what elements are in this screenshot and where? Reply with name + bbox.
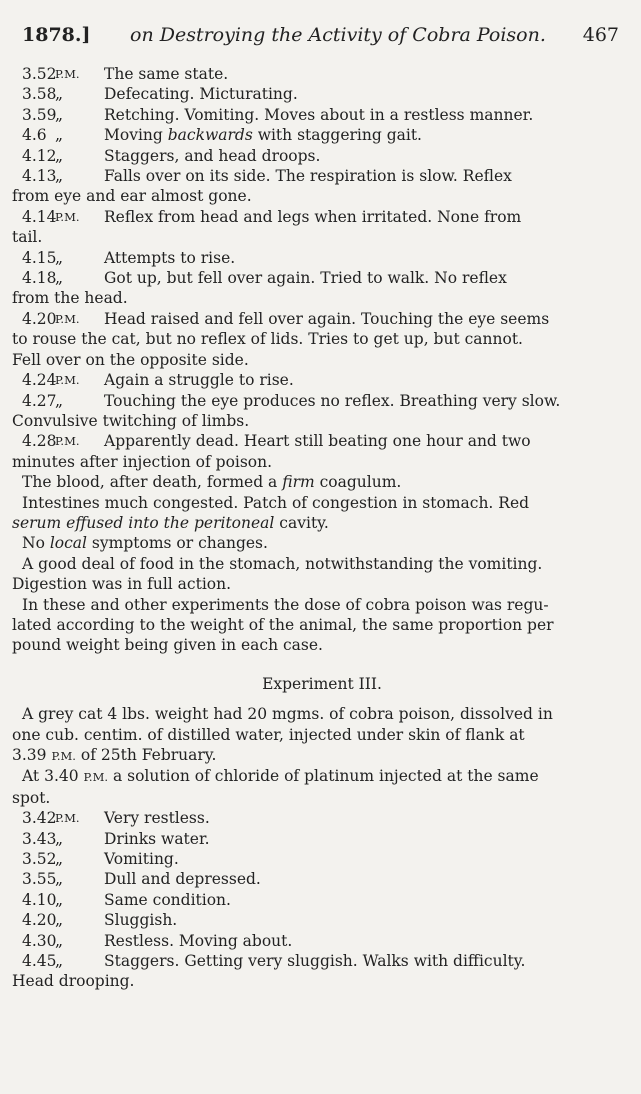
entry-time: 4.18 bbox=[22, 269, 57, 288]
log-entry bbox=[22, 146, 622, 166]
running-header bbox=[22, 24, 619, 54]
entry-continuation: to rouse the cat, but no reflex of lids. Tries to get up, but cannot. bbox=[12, 330, 523, 349]
header-title: on Destroying the Activity of Cobra Poison. bbox=[130, 24, 546, 46]
entry-unit: „ bbox=[55, 126, 64, 145]
log-entry bbox=[22, 207, 622, 227]
paragraph-platinum: At 3.40 P.M. a solution of chloride of platinum injected at the same bbox=[22, 767, 539, 786]
entry-continuation: Convulsive twitching of limbs. bbox=[12, 411, 250, 430]
entry-text: Falls over on its side. The respiration is slow. Reflex bbox=[104, 167, 512, 186]
entry-text: Moving backwards with staggering gait. bbox=[104, 126, 422, 145]
log-entry bbox=[22, 268, 622, 288]
paragraph-exp-intro: A grey cat 4 lbs. weight had 20 mgms. of cobra poison, dissolved in bbox=[22, 705, 553, 724]
log-entry bbox=[22, 309, 622, 329]
entry-time: 3.59 bbox=[22, 105, 57, 124]
log-entry bbox=[22, 951, 622, 971]
entry-text: Dull and depressed. bbox=[104, 870, 261, 889]
paragraph-food-cont: Digestion was in full action. bbox=[12, 575, 232, 594]
log-entry bbox=[22, 890, 622, 910]
entry-text: Staggers. Getting very sluggish. Walks with difficulty. bbox=[104, 952, 526, 971]
entry-text: Drinks water. bbox=[104, 829, 210, 848]
log-entry bbox=[22, 370, 622, 390]
entry-unit: „ bbox=[55, 870, 64, 889]
entry-unit: P.M. bbox=[55, 209, 80, 224]
entry-text: Retching. Vomiting. Moves about in a restless manner. bbox=[104, 105, 534, 124]
entry-time: 4.30 bbox=[22, 931, 57, 950]
paragraph-intestines: Intestines much congested. Patch of congestion in stomach. Red bbox=[22, 493, 530, 512]
paragraph-exp-intro-cont: one cub. centim. of distilled water, injected under skin of flank at bbox=[12, 725, 525, 744]
entry-time: 4.10 bbox=[22, 890, 57, 909]
section-heading: Experiment III. bbox=[262, 674, 382, 693]
entry-text: Sluggish. bbox=[104, 911, 178, 930]
log-entry bbox=[22, 431, 622, 451]
log-entry bbox=[22, 869, 622, 889]
entry-unit: „ bbox=[55, 850, 64, 869]
entry-text: Head raised and fell over again. Touching the eye seems bbox=[104, 309, 550, 328]
entry-unit: „ bbox=[55, 85, 64, 104]
entry-unit: „ bbox=[55, 248, 64, 267]
entry-time: 3.42 bbox=[22, 809, 57, 828]
paragraph-dose: In these and other experiments the dose of cobra poison was regu- bbox=[22, 595, 549, 614]
entry-continuation: Head drooping. bbox=[12, 972, 135, 991]
entry-time: 4.20 bbox=[22, 911, 57, 930]
entry-time: 4.27 bbox=[22, 391, 57, 410]
entry-text: Again a struggle to rise. bbox=[104, 371, 294, 390]
entry-unit: „ bbox=[55, 269, 64, 288]
entry-time: 4.14 bbox=[22, 207, 57, 226]
entry-time: 4.24 bbox=[22, 371, 57, 390]
entry-continuation: Fell over on the opposite side. bbox=[12, 350, 249, 369]
entry-text: Same condition. bbox=[104, 890, 231, 909]
entry-text: Attempts to rise. bbox=[104, 248, 236, 267]
log-entry bbox=[22, 84, 622, 104]
log-entry bbox=[22, 391, 622, 411]
paragraph-exp-intro-cont: 3.39 P.M. of 25th February. bbox=[12, 746, 217, 764]
log-entry bbox=[22, 105, 622, 125]
entry-time: 4.20 bbox=[22, 309, 57, 328]
entry-unit: P.M. bbox=[55, 373, 80, 388]
entry-text: Touching the eye produces no reflex. Breathing very slow. bbox=[104, 391, 561, 410]
entry-unit: „ bbox=[55, 931, 64, 950]
paragraph-dose-cont: lated according to the weight of the animal, the same proportion per bbox=[12, 615, 554, 634]
entry-text: Very restless. bbox=[104, 809, 210, 828]
entry-text: Defecating. Micturating. bbox=[104, 85, 298, 104]
entry-unit: „ bbox=[55, 829, 64, 848]
entry-text: Vomiting. bbox=[104, 850, 179, 869]
entry-text: Apparently dead. Heart still beating one hour and two bbox=[104, 432, 531, 451]
log-entry bbox=[22, 248, 622, 268]
entry-time: 4.28 bbox=[22, 432, 57, 451]
log-entry bbox=[22, 931, 622, 951]
paragraph-blood: The blood, after death, formed a firm coagulum. bbox=[22, 473, 402, 492]
entry-unit: „ bbox=[55, 890, 64, 909]
entry-text: The same state. bbox=[104, 65, 229, 83]
entry-unit: P.M. bbox=[55, 67, 80, 81]
entry-time: 4.45 bbox=[22, 952, 57, 971]
paragraph-no-local: No local symptoms or changes. bbox=[22, 534, 268, 553]
log-entry bbox=[22, 849, 622, 869]
entry-time: 4.6 bbox=[22, 126, 47, 145]
paragraph-food: A good deal of food in the stomach, notwithstanding the vomiting. bbox=[22, 554, 543, 573]
entry-time: 3.52 bbox=[22, 850, 57, 869]
log-entry bbox=[22, 166, 622, 186]
entry-text: Staggers, and head droops. bbox=[104, 146, 321, 165]
entry-time: 3.52 bbox=[22, 65, 57, 83]
page-body bbox=[12, 64, 622, 992]
entry-continuation: minutes after injection of poison. bbox=[12, 452, 273, 471]
log-entry bbox=[22, 125, 622, 145]
entry-time: 3.43 bbox=[22, 829, 57, 848]
log-entry bbox=[22, 64, 622, 84]
paragraph-platinum-cont: spot. bbox=[12, 788, 51, 807]
paragraph-intestines-cont: serum effused into the peritoneal cavity. bbox=[12, 513, 329, 532]
entry-unit: „ bbox=[55, 391, 64, 410]
entry-time: 3.58 bbox=[22, 85, 57, 104]
entry-unit: „ bbox=[55, 146, 64, 165]
entry-unit: P.M. bbox=[55, 311, 80, 326]
entry-unit: P.M. bbox=[55, 434, 80, 449]
entry-unit: P.M. bbox=[55, 811, 80, 826]
entry-time: 3.55 bbox=[22, 870, 57, 889]
entry-time: 4.15 bbox=[22, 248, 57, 267]
log-entry bbox=[22, 829, 622, 849]
entry-continuation: tail. bbox=[12, 228, 43, 247]
entry-unit: „ bbox=[55, 952, 64, 971]
entry-time: 4.12 bbox=[22, 146, 57, 165]
log-entry bbox=[22, 808, 622, 828]
entry-text: Restless. Moving about. bbox=[104, 931, 293, 950]
log-entry bbox=[22, 910, 622, 930]
header-year: 1878.] bbox=[22, 24, 91, 46]
entry-text: Reflex from head and legs when irritated. None from bbox=[104, 207, 522, 226]
entry-continuation: from eye and ear almost gone. bbox=[12, 187, 252, 206]
entry-unit: „ bbox=[55, 105, 64, 124]
entry-unit: „ bbox=[55, 911, 64, 930]
paragraph-dose-cont: pound weight being given in each case. bbox=[12, 636, 323, 655]
entry-text: Got up, but fell over again. Tried to walk. No reflex bbox=[104, 269, 507, 288]
entry-continuation: from the head. bbox=[12, 289, 128, 308]
entry-time: 4.13 bbox=[22, 167, 57, 186]
page-number: 467 bbox=[582, 24, 619, 46]
entry-unit: „ bbox=[55, 167, 64, 186]
